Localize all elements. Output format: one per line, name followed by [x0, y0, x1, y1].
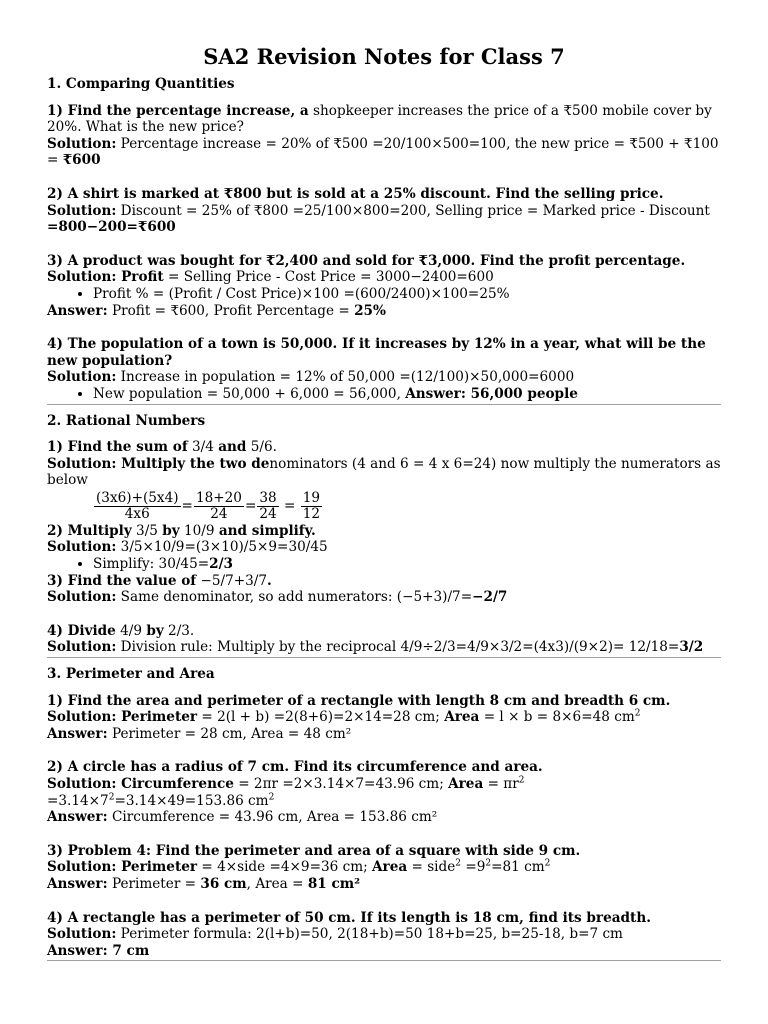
question-bold: 1) Find the percentage increase, a	[47, 102, 309, 119]
solution-line	[47, 136, 721, 169]
solution-text: Division rule: Multiply by the reciprocal 4/9÷2/3=4/9×3/2=(4x3)/(9×2)= 12/18=	[116, 639, 680, 656]
bullet-item	[93, 386, 721, 403]
solution-text: = 4×side =4×9=36 cm;	[197, 859, 372, 876]
superscript: 2	[268, 792, 275, 803]
solution-label: Solution:	[47, 639, 117, 656]
question-part: 10/9	[179, 522, 219, 539]
solution-line	[47, 639, 721, 656]
bullet-answer: 2/3	[209, 556, 234, 573]
solution-line	[47, 369, 721, 386]
area-text: =3.14×7	[47, 792, 109, 809]
solution-answer: =800−200=₹600	[47, 219, 176, 236]
question-block	[47, 186, 721, 236]
area-text: = side	[407, 859, 456, 876]
question-text	[47, 523, 721, 540]
solution-text: Increase in population = 12% of 50,000 =(12/100)×50,000=6000	[116, 369, 575, 386]
equals-sign: =	[244, 497, 257, 514]
bullet-list	[47, 556, 721, 573]
section-heading-perimeter-and-area: 3. Perimeter and Area	[47, 666, 215, 683]
solution-text: Perimeter formula: 2(l+b)=50, 2(18+b)=50 18+b=25, b=25-18, b=7 cm	[116, 926, 623, 943]
solution-line	[47, 589, 721, 606]
question-part: 4/9	[115, 622, 147, 639]
solution-text: nominators (4 and 6 = 4 x 6=24) now multiply the numerators as below	[47, 455, 721, 489]
answer-line	[47, 876, 721, 893]
section-divider	[47, 404, 721, 405]
bullet-text: New population = 50,000 + 6,000 = 56,000,	[93, 385, 406, 402]
question-text: 3) Problem 4: Find the perimeter and area of a square with side 9 cm.	[47, 842, 581, 859]
answer-text: Perimeter = 28 cm, Area = 48 cm²	[107, 725, 352, 742]
bullet-answer: Answer: 56,000 people	[405, 385, 578, 402]
question-part: by	[146, 622, 164, 639]
solution-answer: 3/2	[679, 639, 704, 656]
denominator: 4x6	[124, 505, 150, 522]
answer-line	[47, 303, 721, 320]
question-block	[47, 253, 721, 319]
solution-label: Solution:	[47, 589, 117, 606]
solution-text: = 2(l + b) =2(8+6)=2×14=28 cm;	[197, 709, 445, 726]
numerator: (3x6)+(5x4)	[96, 489, 179, 506]
solution-line	[47, 709, 721, 726]
question-text	[47, 623, 721, 640]
fraction	[301, 491, 322, 522]
denominator: 24	[210, 505, 228, 522]
page-title: SA2 Revision Notes for Class 7	[203, 44, 565, 69]
solution-text: Same denominator, so add numerators: (−5+3)/7=	[116, 589, 473, 606]
question-part: 3/4	[187, 439, 219, 456]
section-divider	[47, 657, 721, 658]
document-page	[47, 44, 721, 969]
question-part: 3) Find the value of	[47, 572, 197, 589]
superscript: 2	[485, 858, 492, 869]
fraction-equation	[93, 489, 721, 523]
solution-label: Solution:	[47, 539, 117, 556]
question-text: 2) A circle has a radius of 7 cm. Find its circumference and area.	[47, 759, 543, 776]
fraction	[94, 491, 181, 522]
question-text	[47, 103, 721, 136]
bullet-item: • Profit % = (Profit / Cost Price)×100 =(600/2400)×100=25%	[93, 286, 721, 303]
question-block	[47, 103, 721, 169]
answer-label: Answer:	[47, 725, 108, 742]
question-block	[47, 843, 721, 893]
area-label: Area	[444, 709, 480, 726]
section-heading-rational-numbers: 2. Rational Numbers	[47, 412, 206, 429]
equals-sign: =	[181, 497, 193, 514]
question-block	[47, 439, 721, 523]
question-text: 2) A shirt is marked at ₹800 but is sold at a 25% discount. Find the selling price.	[47, 185, 664, 202]
answer-text: Profit = ₹600, Profit Percentage =	[107, 302, 355, 319]
solution-label: Solution: Perimeter	[47, 859, 198, 876]
solution-label: Solution:	[47, 369, 117, 386]
bullet-list	[47, 386, 721, 403]
fraction	[194, 491, 244, 522]
answer-text: Perimeter =	[107, 875, 201, 892]
area-label: Area	[372, 859, 408, 876]
question-part: 5/6.	[246, 439, 277, 456]
area-text: =3.14×49=153.86 cm	[114, 792, 269, 809]
answer-label: Answer:	[47, 809, 108, 826]
solution-line	[47, 456, 721, 489]
question-part: 4) Divide	[47, 622, 116, 639]
solution-answer: ₹600	[62, 152, 101, 169]
section-divider	[47, 960, 721, 961]
answer-label: Answer:	[47, 302, 108, 319]
fraction	[257, 491, 278, 522]
question-part: and	[218, 439, 247, 456]
solution-line	[47, 859, 721, 876]
question-text	[47, 573, 721, 590]
solution-text: 3/5×10/9=(3×10)/5×9=30/45	[116, 539, 328, 556]
answer-value: 36 cm	[200, 875, 247, 892]
question-block	[47, 523, 721, 573]
question-block	[47, 573, 721, 606]
answer-value: 81 cm²	[307, 875, 361, 892]
question-rest: shopkeeper increases the price of a ₹500 mobile cover by 20%. What is the new price?	[47, 102, 712, 136]
superscript: 2	[108, 792, 115, 803]
solution-label: Solution:	[47, 135, 117, 152]
question-block	[47, 759, 721, 825]
solution-line	[47, 776, 721, 809]
question-part: 3/5	[131, 522, 163, 539]
question-text: 3) A product was bought for ₹2,400 and sold for ₹3,000. Find the profit percentage.	[47, 252, 686, 269]
area-text: = l × b = 8×6=48 cm	[479, 709, 635, 726]
answer-line	[47, 809, 721, 826]
solution-label: Solution: Perimeter	[47, 709, 198, 726]
bullet-text: Simplify: 30/45=	[93, 556, 210, 573]
solution-text: Discount = 25% of ₹800 =25/100×800=200, Selling price = Marked price - Discount	[116, 202, 710, 219]
solution-line	[47, 539, 721, 556]
question-block	[47, 693, 721, 743]
bullet-item	[93, 556, 721, 573]
solution-text: = 2πr =2×3.14×7=43.96 cm;	[233, 776, 449, 792]
equals-sign: =	[283, 497, 296, 514]
area-text: =81 cm	[491, 859, 545, 876]
question-part: 2/3.	[163, 622, 195, 639]
question-part: by	[162, 522, 180, 539]
question-part: and simplify.	[218, 522, 316, 539]
superscript: 2	[634, 708, 641, 719]
numerator: 38	[259, 489, 277, 506]
solution-label: Solution:	[47, 926, 117, 943]
solution-label: Solution: Circumference	[47, 776, 234, 792]
area-text: =9	[461, 859, 486, 876]
solution-label: Solution: Multiply the two de	[47, 455, 270, 472]
solution-text: = Selling Price - Cost Price = 3000−2400=600	[163, 269, 494, 286]
answer-line: Answer: 7 cm	[47, 942, 150, 959]
answer-value: 25%	[354, 302, 386, 319]
question-text	[47, 439, 721, 456]
question-block	[47, 910, 721, 960]
area-label: Area	[448, 776, 484, 792]
denominator: 12	[302, 505, 320, 522]
answer-text: Circumference = 43.96 cm, Area = 153.86 cm²	[107, 809, 438, 826]
section-heading-comparing-quantities: 1. Comparing Quantities	[47, 76, 235, 92]
superscript: 2	[544, 858, 551, 869]
numerator: 19	[302, 489, 320, 506]
area-text: = πr	[483, 776, 519, 792]
answer-text: , Area =	[246, 875, 308, 892]
bullet-list	[47, 286, 721, 303]
question-part: 1) Find the sum of	[47, 439, 188, 456]
solution-line	[47, 926, 721, 943]
question-part: .	[267, 572, 272, 589]
question-text: 4) A rectangle has a perimeter of 50 cm. If its length is 18 cm, find its breadth.	[47, 909, 651, 926]
solution-label: Solution: Profit	[47, 269, 164, 286]
denominator: 24	[259, 505, 277, 522]
answer-line	[47, 726, 721, 743]
superscript: 2	[518, 775, 525, 786]
question-text: 4) The population of a town is 50,000. If it increases by 12% in a year, what will be the new population?	[47, 336, 706, 369]
question-block	[47, 336, 721, 402]
solution-label: Solution:	[47, 202, 117, 219]
solution-line	[47, 203, 721, 220]
answer-label: Answer:	[47, 875, 108, 892]
numerator: 18+20	[195, 489, 242, 506]
solution-text: Percentage increase = 20% of ₹500 =20/100×500=100, the new price = ₹500 + ₹100 =	[47, 135, 719, 169]
solution-answer: −2/7	[472, 589, 508, 606]
superscript: 2	[455, 858, 462, 869]
question-part: −5/7+3/7	[196, 572, 268, 589]
question-block	[47, 623, 721, 656]
question-text: 1) Find the area and perimeter of a rectangle with length 8 cm and breadth 6 cm.	[47, 692, 671, 709]
solution-line	[47, 269, 721, 286]
question-part: 2) Multiply	[47, 522, 132, 539]
